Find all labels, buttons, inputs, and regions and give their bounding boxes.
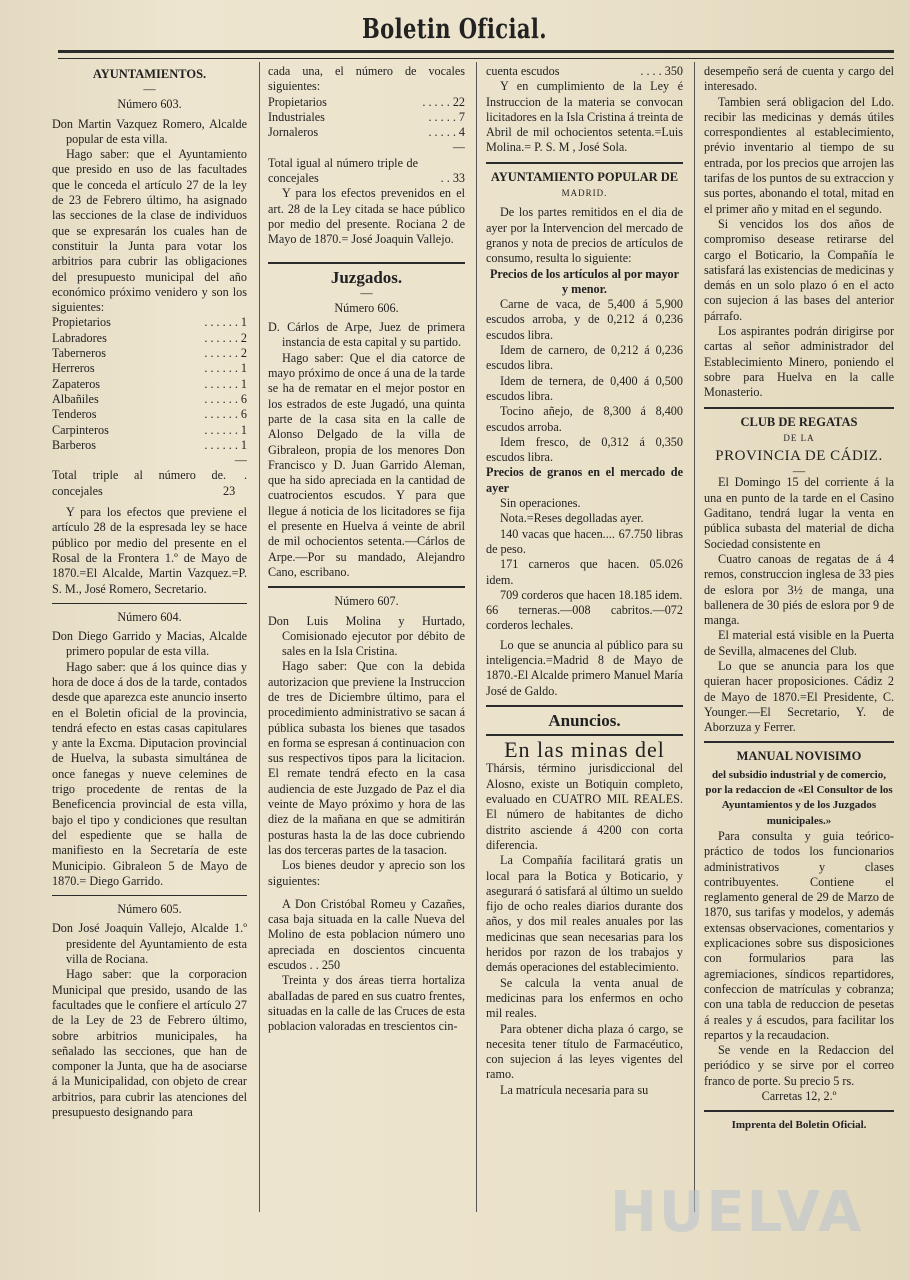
price-line: Idem de ternera, de 0,400 á 0,500 escudos libra. [486,373,683,403]
note-line: 140 vacas que hacen.... 67.750 libras de peso. [486,526,683,556]
divider [704,741,894,743]
notice-body: Hago saber: que la corporacion Municipal que presido, usando de las facultades que le confiere el artículo 27 de la Ley de 23 de Febrero último, sobre arbitrios municipales, ha señalado las secciones, que han de componer la Junta, que ha de asociarse á la Municipalidad, con objeto de crear arbitrios, para cubrir las atenciones del presupuesto designando para [52,967,247,1119]
note-heading: Nota.=Reses degolladas ayer. [500,511,644,526]
vocales-list-605 [268,95,465,141]
ad-body: El Domingo 15 del corriente á la una en punto de la tarde en el Casino Gaditano, tendrá lugar la venta en pública subasta del material de dicha Sociedad consistente en [704,475,894,551]
ad-body: Se calcula la venta anual de medicinas para los enfermos en ocho mil reales. [486,975,683,1021]
divider: — [143,82,156,97]
notice-body: Y para los efectos que previene el artículo 28 de la espresada ley se hace público por medio del presente en el Rosal de la Frontera 1.º de Mayo de 1870.=El Alcalde, Martin Vazquez.=P. S. M., José Romero, Secretario. [52,505,247,596]
notice-body: Hago saber: que á los quince dias y hora de doce á dos de la tarde, contados desde que aparezca este anuncio inserto en el Boletin oficial de la provincia, tendrá efecto en estas casas capitulares y ante la Excma. Diputacion provincial de Huelva, la subasta simultánea de once fanegas y nueve celemines de trigo procedente de rentas de la Beneficencia provincial de esta villa, bajo el tipo y condiciones que resultan del espediente que se halla de manifiesto en la Secretaría de este Municipio. Gibraleon 5 de Mayo de 1870.= Diego Garrido. [52,659,247,888]
divider [486,162,683,164]
divider: — [234,453,247,468]
price-heading: Precios de granos en el mercado de ayer [486,465,683,495]
divider: — [452,140,465,155]
watermark: HUELVA [610,1180,864,1245]
list-item: Labradores . . . . . . 2 [52,330,247,345]
notice-body: Los bienes deudor y aprecio son los siguientes: [268,858,465,888]
ad-body: Para consulta y guia teórico-práctico de todos los funcionarios administrativos y clases contribuyentes. Contiene el reglamento general de 29 de Marzo de 1870, sus tarifas y modelos, y además extensas observaciones, comentarios y explicaciones sobre sus disposiciones con formularios para las agremiaciones, síndicos repartidores, confeccion de matrículas y cobranza; con una tabla de reduccion de pesetas á reales y á escudos, para facilitar los repartos y la recaudacion. [704,828,894,1042]
ad-body: Lo que se anuncia para los que quieran hacer proposiciones. Cádiz 2 de Mayo de 1870.=El Presidente, C. Younger.—El Secretario, Y. de Aborzuza y Ferrer. [704,658,894,735]
manual-heading: MANUAL NOVISIMO [736,749,862,764]
list-item: Industriales . . . . . 7 [268,109,465,124]
price-line: Idem fresco, de 0,312 á 0,350 escudos libra. [486,434,683,465]
total-row: Total triple al número de concejales . . 23 [52,468,247,498]
ad-body: Se vende en la Redaccion del periódico y se sirve por el correo franco de porte. Su precio 5 rs. [704,1043,894,1088]
notice-body: De los partes remitidos en el dia de ayer por la Intervencion del mercado de granos y nota de precios de artículos de consumo, resulta lo siguiente: [486,205,683,266]
price-heading: Precios de los artículos al por mayor y menor. [489,266,680,296]
ad-body: Cuatro canoas de regatas de á 4 remos, construccion inglesa de 33 pies de eslora por 3½ de manga, una ballenera de 30 piés de eslora por 9 de manga. [704,551,894,628]
notice-body: Hago saber: Que con la debida autorizacion que previene la Instruccion de tres de Diciembre último, para el procedimiento administrativo se sacan á pública subasta los bienes que tasados en forma se espresan á continuacion con sus respectivos tipos para la licitacion. El remate tendrá efecto en la casa audiencia de este Juzgado de Paz el dia veinte de Mayo próximo y hora de las diez de la mañana en que se admitirán posturas hasta la de las doce cubriendo las dos terceras partes de la tasacion. [268,659,465,857]
ad-body: Tambien será obligacion del Ldo. recibir las medicinas y demás útiles correspondientes al establecimiento, prévio inventario al tiempo de su entrada, por los precios que arrojen las tarifas de los puntos de su extraccion y sus portes, abonando el total, mitad en el primer año y mitad en el segundo. [704,94,894,216]
column-divider [259,62,260,1212]
divider [704,1110,894,1112]
notice-body: Y en cumplimiento de la Ley é Instruccion de la materia se convocan licitadores en la Isla Cristina á treinta de Abril de mil ochocientos setenta.=Luis Molina.= P. S. M , José Sola. [486,79,683,155]
ad-body: El material está visible en la Puerta de Sevilla, almacenes del Club. [704,628,894,658]
ad-body: desempeño será de cuenta y cargo del interesado. [704,64,894,94]
divider [268,586,465,588]
notice-body: Treinta y dos áreas tierra hortaliza abalIadas de pared en sus cuatro frentes, situadas en la calle de las Cruces de esta poblacion valoradas en trescientos cin- [268,973,465,1034]
notice-number: Número 604. [117,609,182,624]
notice-heading: Don Luis Molina y Hurtado, Comisionado ejecutor por débito de sales en la Isla Cristina. [268,613,465,659]
list-item: Tenderos . . . . . . 6 [52,407,247,422]
notice-heading: D. Cárlos de Arpe, Juez de primera instancia de esta capital y su partido. [268,320,465,350]
manual-subheading: del subsidio industrial y de comercio, por la redaccion de «El Consultor de los Ayuntamientos y de los Juzgados municipales.» [705,768,893,827]
printer-imprint: Imprenta del Boletin Oficial. [731,1119,867,1132]
ad-address: Carretas 12, 2.º [761,1089,837,1103]
notice-body: Hago saber: Que el dia catorce de mayo próximo de once á una de la tarde se ha de rematar en el mejor postor en los estrados de este Jugadó, una quinta parte de la casa sita en la calle de Alonso Delgado de la villa de Gibraleon, propia de los menores Don Francisco y D. Juan Garrido Aleman, que ha sido apreciada en la cantidad de cuatrocientos escudos. Y para que llegue á noticia de los licitadores se fija el presente en Huelva á veinte de abril de mil ochocientos setenta.—Cárlos de Arpe.—Por su mandado, Alejandro Cano, escribano. [268,350,465,579]
club-subheading: DE LA [783,432,815,443]
divider [268,262,465,264]
notice-heading: Don Diego Garrido y Macias, Alcalde primero popular de esta villa. [52,629,247,659]
masthead-rule [58,50,894,59]
ad-body: La Compañía facilitará gratis un local para la Botica y Boticario, y asegurará ó satisfará al último un sueldo fijo de ocho reales diarios durante dos años, y dos mil reales anuales por las medicinas que sean necesarias para los heridos por razon de los trabajos y demás operaciones del establecimiento. [486,853,683,975]
notice-body: cuenta escudos . . . . 350 [486,64,683,78]
price-line: Idem de carnero, de 0,212 á 0,236 escudos libra. [486,343,683,373]
divider [52,895,247,896]
ad-body: Para obtener dicha plaza ó cargo, se necesita tener título de Farmacéutico, con sujecion á las leyes vigentes del ramo. [486,1021,683,1082]
ad-title: En las minas del [504,737,665,763]
ad-body: Los aspirantes podrán dirigirse por cartas al señor administrador del Establecimiento Minero, poniendo el sobre para Huelva en la calle Monasterio. [704,324,894,400]
column-4 [704,64,894,1214]
column-3 [486,64,683,1214]
list-item: Barberos . . . . . . 1 [52,437,247,452]
notice-body: Lo que se anuncia al público para su inteligencia.=Madrid 8 de Mayo de 1870.-El Alcalde primero Manuel María José de Galdo. [486,637,683,698]
divider: — [792,464,806,479]
note-line: 66 terneras.—008 cabritos.—072 corderos lechales. [486,603,683,633]
notice-number: Número 607. [334,594,399,609]
list-item: Herreros . . . . . . 1 [52,361,247,376]
note-line: 709 corderos que hacen 18.185 idem. [500,587,683,602]
club-heading-province: PROVINCIA DE CÁDIZ. [715,448,883,465]
price-line: Carne de vaca, de 5,400 á 5,900 escudos arroba, y de 0,212 á 0,236 escudos libra. [486,297,683,342]
notice-body: A Don Cristóbal Romeu y Cazañes, casa baja situada en la calle Nueva del Molino de esta poblacion número uno apreciada en doscientos cincuenta escudos . . 250 [268,896,465,973]
divider [486,705,683,707]
ad-body: Si vencidos los dos años de compromiso desease retirarse del cargo el Boticario, la Compañía le satisfará las existencias de medicinas y demás en un solo plazo ó en el acto con sujecion á las bases del anterior párrafo. [704,216,894,323]
section-heading-anuncios: Anuncios. [548,710,621,730]
notice-number: Número 606. [334,300,399,315]
list-item: Zapateros . . . . . . 1 [52,376,247,391]
list-item: Carpinteros . . . . . . 1 [52,422,247,437]
section-heading-ayuntamientos: AYUNTAMIENTOS. [92,67,207,81]
column-divider [694,62,695,1212]
notice-heading: Don José Joaquin Vallejo, Alcalde 1.º presidente del Ayuntamiento de esta villa de Rociana. [52,921,247,967]
price-line: Sin operaciones. [500,496,581,511]
list-item: Jornaleros . . . . . 4 [268,125,465,140]
column-2 [268,64,465,1214]
notice-body: Y para los efectos prevenidos en el art. 28 de la Ley citada se hace público por medio del presente. Rociana 2 de Mayo de 1870.= José Joaquin Vallejo. [268,186,465,247]
price-line: Tocino añejo, de 8,300 á 8,400 escudos arroba. [486,404,683,434]
divider: — [360,285,373,300]
column-divider [476,62,477,1212]
masthead-title: Boletin Oficial. [361,14,548,45]
divider [52,603,247,604]
section-heading-juzgados: Juzgados. [330,267,403,287]
section-heading-madrid: AYUNTAMIENTO POPULAR DE [490,169,679,184]
divider [704,407,894,409]
list-item: Propietarios . . . . . 22 [268,94,465,109]
ad-body: Thársis, término jurisdiccional del Alosno, existe un Botiquin completo, evaluado en CUATRO MIL REALES. El número de habitantes de dicho distrito asciende á 4200 con corta diferencia. [486,761,683,852]
list-item: Albañiles . . . . . . 6 [52,391,247,406]
column-1 [52,64,247,1214]
notice-heading: Don Martin Vazquez Romero, Alcalde popular de esta villa. [52,116,247,146]
total-row: Total igual al número triple de concejales . . 33 [268,155,465,186]
notice-number: Número 605. [117,902,182,917]
club-heading: CLUB DE REGATAS [740,414,858,429]
notice-number: Número 603. [117,97,182,112]
divider [486,734,683,736]
section-subheading: MADRID. [561,188,608,199]
list-item: Taberneros . . . . . . 2 [52,346,247,361]
notice-body: cada una, el número de vocales siguientes: [268,64,465,94]
notice-body: Hago saber: que el Ayuntamiento que presido en uso de las facultades que le conceda el artículo 27 de la ley de 23 de Febrero último, ha asignado las secciones de la clase de individuos que se expresarán los cuales han de constituir la Junta para votar los arbitrios para cubrir las obligaciones del presupuesto municipal del año económico próximo venidero y son los siguientes: [52,147,247,315]
ad-body: La matrícula necesaria para su [500,1082,649,1097]
list-item: Propietarios . . . . . . 1 [52,315,247,330]
vocales-list-603 [52,315,247,453]
note-line: 171 carneros que hacen. 05.026 idem. [486,557,683,587]
